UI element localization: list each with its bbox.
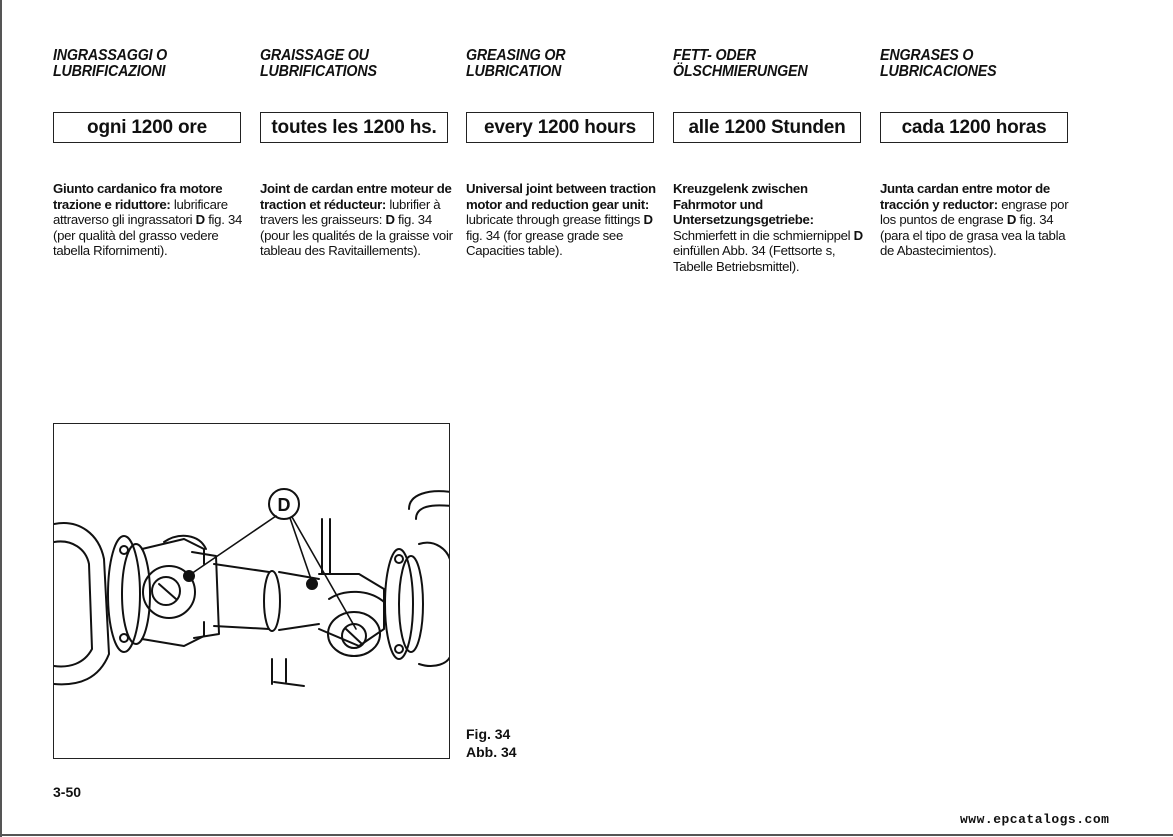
interval-box: every 1200 hours — [466, 112, 654, 143]
instruction-text — [466, 181, 666, 259]
heading-line-2: LUBRIFICATIONS — [260, 63, 377, 80]
instruction-text — [673, 181, 873, 275]
instruction-text — [260, 181, 460, 259]
ref-letter: D — [1006, 212, 1017, 228]
page-border-bottom — [0, 834, 1173, 836]
instruction-pre: lubrificare attraverso gli ingrassatori — [53, 196, 228, 228]
heading-line-1: ENGRASES O — [880, 47, 974, 64]
heading-line-1: GREASING OR — [466, 47, 566, 64]
instruction-post: fig. 34 (for grease grade see Capacities table). — [466, 227, 623, 259]
heading-line-2: ÖLSCHMIERUNGEN — [673, 63, 808, 80]
interval-box: toutes les 1200 hs. — [260, 112, 448, 143]
column-italian — [53, 47, 248, 259]
figure-34-frame — [53, 423, 450, 759]
instruction-text — [53, 181, 253, 259]
section-heading — [466, 48, 645, 82]
ref-letter: D — [643, 212, 653, 228]
instruction-title: Kreuzgelenk zwischen Fahrmotor und Untersetzungsgetriebe: — [673, 181, 814, 228]
page-number: 3-50 — [53, 784, 82, 800]
instruction-post: fig. 34 (pour les qualités de la graisse voir tableau des Ravitaillements). — [260, 212, 453, 259]
interval-box: alle 1200 Stunden — [673, 112, 861, 143]
column-spanish — [880, 47, 1075, 259]
column-french — [260, 47, 455, 259]
heading-line-1: INGRASSAGGI O — [53, 47, 168, 64]
ref-letter: D — [853, 227, 863, 243]
heading-line-2: LUBRICATION — [466, 63, 562, 80]
instruction-post: fig. 34 (para el tipo de grasa vea la tabla de Abastecimientos). — [880, 212, 1066, 259]
figure-caption — [466, 725, 517, 761]
caption-line-2: Abb. 34 — [466, 744, 517, 760]
instruction-pre: engrase por los puntos de engrase — [880, 196, 1069, 228]
instruction-pre: Schmierfett in die schmiernippel — [673, 227, 854, 243]
interval-box: ogni 1200 ore — [53, 112, 241, 143]
section-heading — [53, 48, 232, 82]
heading-line-2: LUBRIFICAZIONI — [53, 63, 166, 80]
page-border-left — [0, 0, 2, 837]
cardan-joint-illustration — [54, 424, 450, 759]
watermark: www.epcatalogs.com — [960, 812, 1110, 827]
instruction-title: Junta cardan entre motor de tracción y reductor: — [880, 181, 1050, 212]
ref-letter: D — [195, 212, 205, 228]
callout-label: D — [277, 495, 291, 515]
instruction-pre: lubrifier à travers les graisseurs: — [260, 196, 441, 228]
ref-letter: D — [385, 212, 395, 228]
caption-line-1: Fig. 34 — [466, 726, 511, 742]
heading-line-2: LUBRICACIONES — [880, 63, 997, 80]
interval-box: cada 1200 horas — [880, 112, 1068, 143]
heading-line-1: FETT- ODER — [673, 47, 756, 64]
section-heading — [880, 48, 1059, 82]
instruction-post: einfüllen Abb. 34 (Fettsorte s, Tabelle Betriebsmittel). — [673, 243, 836, 274]
column-german — [673, 47, 868, 274]
instruction-title: Giunto cardanico fra motore trazione e riduttore: — [53, 181, 223, 212]
instruction-title: Universal joint between traction motor and reduction gear unit: — [466, 181, 656, 212]
instruction-post: fig. 34 (per qualità del grasso vedere tabella Rifornimenti). — [53, 212, 243, 259]
instruction-title: Joint de cardan entre moteur de traction et réducteur: — [260, 181, 452, 212]
instruction-text — [880, 181, 1080, 259]
column-english — [466, 47, 661, 259]
instruction-pre: lubricate through grease fittings — [466, 212, 644, 228]
heading-line-1: GRAISSAGE OU — [260, 47, 369, 64]
section-heading — [260, 48, 439, 82]
section-heading — [673, 48, 852, 82]
